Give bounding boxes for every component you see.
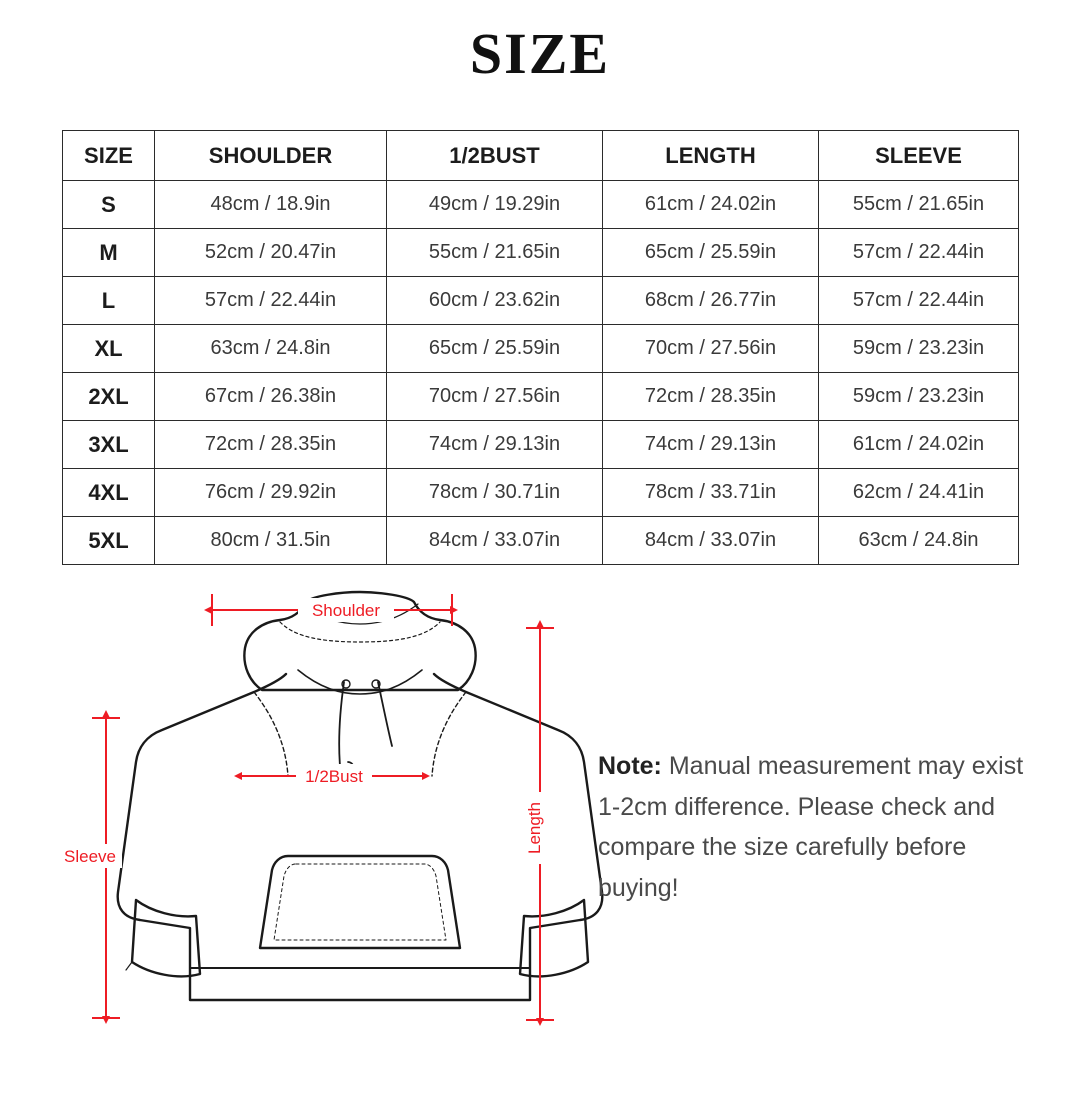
cell-length: 78cm / 33.71in [603, 469, 819, 517]
column-header-length: LENGTH [603, 131, 819, 181]
cell-sleeve: 57cm / 22.44in [819, 229, 1019, 277]
cell-bust: 74cm / 29.13in [387, 421, 603, 469]
cell-length: 68cm / 26.77in [603, 277, 819, 325]
cell-sleeve: 55cm / 21.65in [819, 181, 1019, 229]
cell-bust: 65cm / 25.59in [387, 325, 603, 373]
cell-sleeve: 59cm / 23.23in [819, 325, 1019, 373]
cell-size: S [63, 181, 155, 229]
label-bust: 1/2Bust [305, 767, 363, 786]
label-length: Length [525, 802, 544, 854]
table-row [63, 469, 1019, 517]
table-header-row [63, 131, 1019, 181]
column-header-sleeve: SLEEVE [819, 131, 1019, 181]
cell-bust: 84cm / 33.07in [387, 517, 603, 565]
size-chart-table [62, 130, 1018, 565]
cell-shoulder: 63cm / 24.8in [155, 325, 387, 373]
cell-length: 65cm / 25.59in [603, 229, 819, 277]
cell-shoulder: 57cm / 22.44in [155, 277, 387, 325]
column-header-size: SIZE [63, 131, 155, 181]
cell-size: 4XL [63, 469, 155, 517]
cell-shoulder: 48cm / 18.9in [155, 181, 387, 229]
table-row [63, 373, 1019, 421]
cell-sleeve: 57cm / 22.44in [819, 277, 1019, 325]
cell-shoulder: 52cm / 20.47in [155, 229, 387, 277]
cell-size: 3XL [63, 421, 155, 469]
table-row [63, 277, 1019, 325]
cell-sleeve: 59cm / 23.23in [819, 373, 1019, 421]
cell-bust: 55cm / 21.65in [387, 229, 603, 277]
note-label: Note: [598, 752, 662, 780]
cell-size: M [63, 229, 155, 277]
cell-sleeve: 61cm / 24.02in [819, 421, 1019, 469]
cell-bust: 49cm / 19.29in [387, 181, 603, 229]
cell-size: L [63, 277, 155, 325]
note-body: Manual measurement may exist 1-2cm difference. Please check and compare the size carefully before buying! [598, 752, 1024, 902]
table-row [63, 181, 1019, 229]
cell-shoulder: 80cm / 31.5in [155, 517, 387, 565]
page-title: SIZE [469, 21, 611, 86]
cell-shoulder: 76cm / 29.92in [155, 469, 387, 517]
table-row [63, 421, 1019, 469]
table-row [63, 229, 1019, 277]
measurement-lines [92, 594, 554, 1020]
label-shoulder: Shoulder [311, 601, 381, 620]
cell-size: 2XL [63, 373, 155, 421]
column-header-shoulder: SHOULDER [155, 131, 387, 181]
hoodie-measurement-diagram [40, 570, 640, 1070]
cell-length: 74cm / 29.13in [603, 421, 819, 469]
cell-length: 72cm / 28.35in [603, 373, 819, 421]
cell-bust: 70cm / 27.56in [387, 373, 603, 421]
table-row [63, 325, 1019, 373]
cell-length: 84cm / 33.07in [603, 517, 819, 565]
column-header-bust: 1/2BUST [387, 131, 603, 181]
cell-shoulder: 67cm / 26.38in [155, 373, 387, 421]
cell-size: XL [63, 325, 155, 373]
cell-bust: 60cm / 23.62in [387, 277, 603, 325]
cell-length: 61cm / 24.02in [603, 181, 819, 229]
cell-size: 5XL [63, 517, 155, 565]
cell-shoulder: 72cm / 28.35in [155, 421, 387, 469]
table-row [63, 517, 1019, 565]
note-text [598, 746, 1036, 908]
cell-sleeve: 62cm / 24.41in [819, 469, 1019, 517]
cell-length: 70cm / 27.56in [603, 325, 819, 373]
label-sleeve: Sleeve [64, 847, 116, 866]
cell-bust: 78cm / 30.71in [387, 469, 603, 517]
cell-sleeve: 63cm / 24.8in [819, 517, 1019, 565]
